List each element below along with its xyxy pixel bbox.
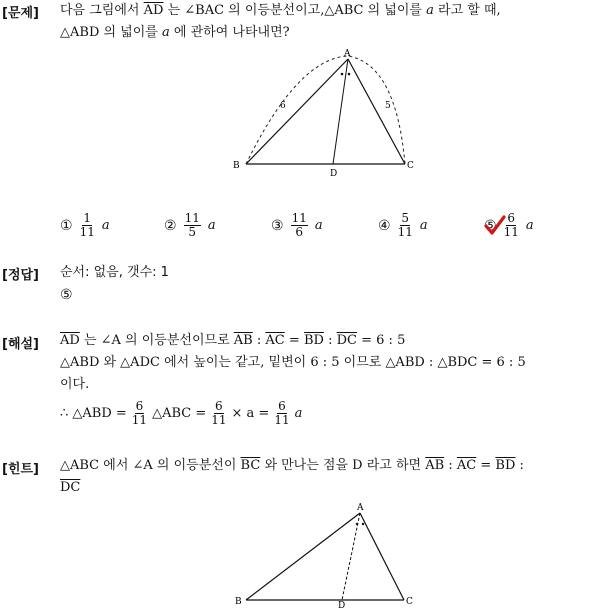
equation-part: × a = xyxy=(231,405,270,421)
checkmark-icon xyxy=(483,214,507,236)
colon: : xyxy=(256,333,262,348)
variable-a: a xyxy=(207,218,216,233)
fraction xyxy=(132,400,147,427)
explanation-text xyxy=(60,330,588,427)
hint-text xyxy=(60,455,588,499)
denominator: 11 xyxy=(274,413,290,427)
vertex-c-label: C xyxy=(407,161,414,171)
segment-dc: $\overline{DC}$ xyxy=(60,480,81,495)
answer-text xyxy=(60,262,588,306)
equals: = xyxy=(288,333,300,348)
numerator: 11 xyxy=(291,211,307,225)
triangle-figure xyxy=(228,46,418,181)
segment-bd: $\overline{BD}$ xyxy=(495,458,516,473)
side-ab xyxy=(246,59,348,164)
variable-a: a xyxy=(294,405,303,421)
fraction xyxy=(211,400,226,427)
side-ac xyxy=(348,59,405,164)
answer-choice: ⑤ xyxy=(60,287,73,303)
dashed-arc xyxy=(246,56,405,164)
choice-4[interactable] xyxy=(378,212,428,239)
vertex-b-label: B xyxy=(235,597,242,607)
colon: : xyxy=(328,333,333,348)
angle-mark xyxy=(348,73,351,76)
angle-mark xyxy=(341,73,344,76)
side-ac-length: 5 xyxy=(385,101,391,111)
answer-label: [정답] xyxy=(2,268,39,283)
problem-text-part: △ABD 의 넓이를 xyxy=(60,25,158,40)
denominator: 6 xyxy=(295,225,304,239)
explanation-line-3: 이다. xyxy=(60,377,90,392)
angle-mark xyxy=(356,523,358,525)
denominator: 11 xyxy=(211,413,227,427)
numerator: 5 xyxy=(401,211,410,225)
segment-bd: $\overline{BD}$ xyxy=(303,333,324,348)
choice-number: ⑤ xyxy=(484,217,497,234)
explanation-line-2: △ABD 와 △ADC 에서 높이는 같고, 밑변이 6 : 5 이므로 △ABD : △BDC = 6 : 5 xyxy=(60,355,526,370)
numerator: 6 xyxy=(278,399,286,413)
bisector-ad xyxy=(342,513,360,600)
vertex-a-label: A xyxy=(357,503,364,513)
equals: = xyxy=(480,458,492,473)
vertex-b-label: B xyxy=(233,161,240,171)
angle-mark xyxy=(362,523,364,525)
explanation-label: [해설] xyxy=(2,337,39,352)
segment-ac: $\overline{AC}$ xyxy=(456,458,477,473)
variable-a: a xyxy=(314,218,323,233)
colon: : xyxy=(448,458,453,473)
problem-label: [문제] xyxy=(2,6,39,21)
segment-ac: $\overline{AC}$ xyxy=(265,333,285,348)
denominator: 11 xyxy=(503,225,519,239)
hint-text-part: △ABC 에서 ∠A 의 이등분선이 xyxy=(60,458,237,473)
segment-bc: $\overline{BC}$ xyxy=(240,458,261,473)
side-ac xyxy=(360,513,404,600)
variable-a: a xyxy=(419,218,428,233)
bisector-ad xyxy=(333,59,348,164)
denominator: 11 xyxy=(397,225,413,239)
colon: : xyxy=(519,458,524,473)
hint-label: [힌트] xyxy=(2,462,39,477)
problem-text xyxy=(60,0,588,44)
choice-fraction xyxy=(291,212,308,239)
segment-ab: $\overline{AB}$ xyxy=(233,333,253,348)
segment-dc: $\overline{DC}$ xyxy=(336,333,357,348)
variable-a: a xyxy=(101,218,110,233)
point-d-label: D xyxy=(338,601,346,608)
choice-number-wrapper xyxy=(484,218,497,234)
choice-number: ③ xyxy=(271,217,284,234)
side-ab xyxy=(246,513,360,600)
choice-fraction xyxy=(398,212,413,239)
numerator: 6 xyxy=(507,211,516,225)
choice-2[interactable] xyxy=(164,212,216,239)
variable-a: a xyxy=(426,3,434,18)
variable-a: a xyxy=(525,218,534,233)
problem-text-part: 는 ∠BAC 의 이등분선이고,△ABC 의 넓이를 xyxy=(167,3,422,18)
choice-fraction xyxy=(80,212,95,239)
variable-a: a xyxy=(162,25,170,40)
numerator: 1 xyxy=(83,211,92,225)
numerator: 6 xyxy=(215,399,223,413)
answer-count-line: 순서: 없음, 갯수: 1 xyxy=(60,265,169,280)
segment-ab: $\overline{AB}$ xyxy=(425,458,445,473)
denominator: 11 xyxy=(79,225,95,239)
equation-part: △ABC = xyxy=(152,405,207,421)
explanation-text-part: 는 ∠A 의 이등분선이므로 xyxy=(83,333,230,348)
choice-5[interactable] xyxy=(484,212,534,239)
choice-number: ④ xyxy=(378,217,391,234)
segment-ad: $\overline{AD}$ xyxy=(60,333,80,348)
fraction xyxy=(274,400,289,427)
denominator: 5 xyxy=(188,225,197,239)
choice-fraction xyxy=(184,212,201,239)
vertex-c-label: C xyxy=(406,597,413,607)
choice-number: ② xyxy=(164,217,177,234)
numerator: 6 xyxy=(135,399,144,413)
point-d-label: D xyxy=(330,169,338,179)
problem-text-part: 라고 할 때, xyxy=(438,3,501,18)
vertex-a-label: A xyxy=(344,49,351,59)
hint-text-part: 와 만나는 점을 D 라고 하면 xyxy=(264,458,422,473)
choice-number: ① xyxy=(60,217,73,234)
choice-1[interactable] xyxy=(60,212,110,239)
hint-triangle-figure xyxy=(232,500,422,608)
equation-part: ∴ △ABD = xyxy=(60,405,127,421)
explanation-equation xyxy=(60,400,588,427)
problem-text-part: 에 관하여 나타내면? xyxy=(173,25,290,40)
denominator: 11 xyxy=(131,413,148,427)
choice-3[interactable] xyxy=(271,212,323,239)
segment-ad: $\overline{AD}$ xyxy=(143,3,164,18)
problem-text-part: 다음 그림에서 xyxy=(60,3,140,18)
ratio-value: = 6 : 5 xyxy=(361,333,406,348)
numerator: 11 xyxy=(184,211,200,225)
side-ab-length: 6 xyxy=(280,101,286,111)
